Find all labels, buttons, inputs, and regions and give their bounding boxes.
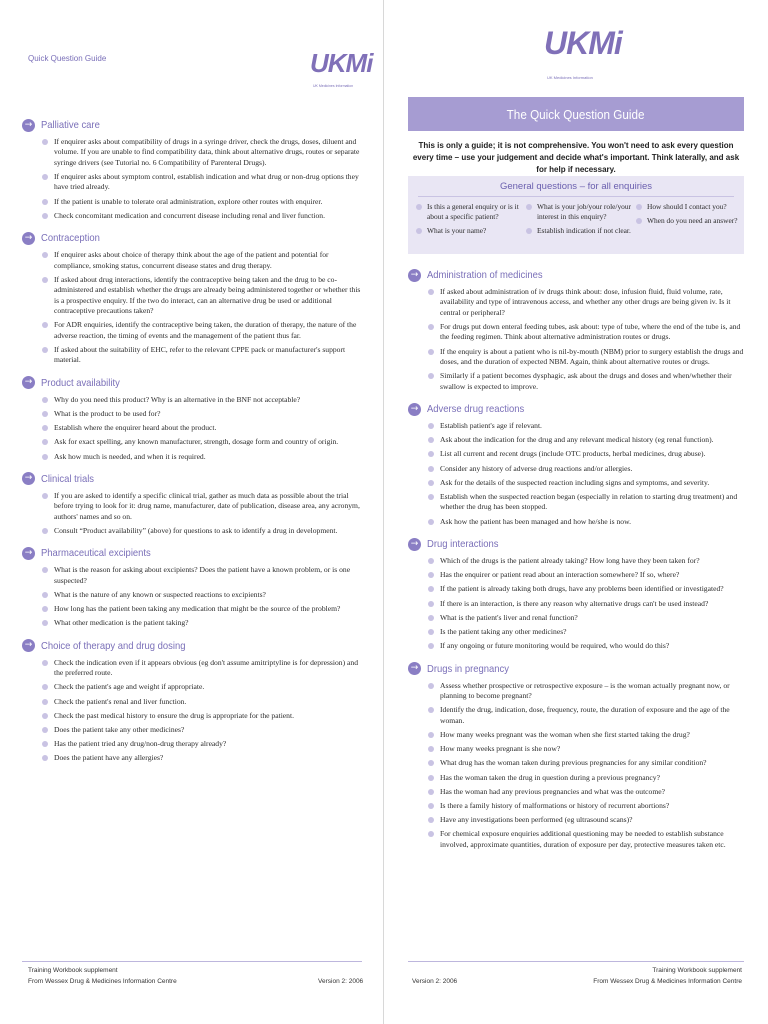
bullet-dot-icon <box>416 228 422 234</box>
list-item <box>42 658 362 679</box>
section-title: Adverse drug reactions <box>427 403 525 416</box>
section-heading <box>22 229 362 247</box>
footer-right <box>593 965 742 987</box>
list-item <box>428 613 744 623</box>
question-list <box>408 681 744 850</box>
section-choice-of-therapy-and-drug-dosing <box>22 637 362 764</box>
list-item <box>428 829 744 850</box>
general-col-2 <box>526 202 634 240</box>
bullet-dot-icon <box>42 567 48 573</box>
section-pharmaceutical-excipients <box>22 544 362 628</box>
bullet-dot-icon <box>42 439 48 445</box>
bullet-dot-icon <box>428 831 434 837</box>
list-item-text: Has the enquirer or patient read about an interaction somewhere? If so, where? <box>440 570 680 580</box>
title-banner <box>408 97 744 131</box>
bullet-dot-icon <box>416 204 422 210</box>
bullet-dot-icon <box>42 493 48 499</box>
bullet-dot-icon <box>428 629 434 635</box>
list-item <box>428 421 744 431</box>
footer-version: Version 2: 2006 <box>412 978 458 985</box>
section-heading <box>22 374 362 392</box>
footer-line2: From Wessex Drug & Medicines Information Centre <box>28 978 177 985</box>
arrow-circle-icon: → <box>22 547 35 560</box>
list-item <box>42 250 362 271</box>
list-item <box>428 599 744 609</box>
arrow-circle-icon: → <box>22 639 35 652</box>
section-title: Contraception <box>41 232 100 245</box>
section-palliative-care <box>22 116 362 221</box>
list-item <box>428 478 744 488</box>
question-list <box>22 491 362 536</box>
section-heading <box>22 116 362 134</box>
bullet-dot-icon <box>42 347 48 353</box>
bullet-dot-icon <box>428 324 434 330</box>
list-item-text: Check the patient's age and weight if appropriate. <box>54 682 205 692</box>
list-item-text: For drugs put down enteral feeding tubes, ask about: type of tube, where the end of the tube is, and the feeding regimen. Think about alternative administration routes or drugs. <box>440 322 741 342</box>
list-item-text: Does the patient have any allergies? <box>54 753 164 763</box>
list-item <box>42 682 362 692</box>
bullet-dot-icon <box>42 528 48 534</box>
general-col-3 <box>636 202 744 230</box>
list-item <box>42 711 362 721</box>
list-item-text: What is the reason for asking about excipients? Does the patient have a known problem, or is one suspected? <box>54 565 351 585</box>
bullet-dot-icon <box>42 277 48 283</box>
list-item-text: Consult “Product availability” (above) for questions to ask to identify a drug in development. <box>54 525 338 535</box>
bullet-dot-icon <box>42 397 48 403</box>
list-item-text: Establish patient's age if relevant. <box>440 421 542 431</box>
bullet-dot-icon <box>428 423 434 429</box>
list-item <box>42 452 362 462</box>
bullet-dot-icon <box>42 199 48 205</box>
general-questions-box <box>408 176 744 254</box>
bullet-dot-icon <box>42 592 48 598</box>
bullet-dot-icon <box>42 411 48 417</box>
list-item <box>42 753 362 763</box>
list-item <box>428 801 744 811</box>
list-item <box>428 347 744 368</box>
footer-rule <box>408 961 744 962</box>
question-list <box>22 658 362 764</box>
right-column <box>408 266 744 858</box>
list-item <box>428 570 744 580</box>
list-item-text: If the patient is already taking both drugs, have any problems been identified or investigated? <box>440 584 724 594</box>
bullet-dot-icon <box>42 139 48 145</box>
list-item-text: If the patient is unable to tolerate oral administration, explore other routes with enquirer. <box>54 196 323 206</box>
question-list <box>408 556 744 652</box>
list-item <box>428 681 744 702</box>
list-item <box>428 641 744 651</box>
bullet-dot-icon <box>42 606 48 612</box>
bullet-dot-icon <box>428 480 434 486</box>
list-item-text: Ask for exact spelling, any known manufacturer, strength, dosage form and country of origin. <box>54 437 339 447</box>
section-administration-of-medicines <box>408 266 744 392</box>
bullet-dot-icon <box>428 817 434 823</box>
list-item-text: Which of the drugs is the patient already taking? How long have they been taken for? <box>440 556 700 566</box>
list-item-text: Check the past medical history to ensure the drug is appropriate for the patient. <box>54 710 294 720</box>
list-item-text: Establish where the enquirer heard about the product. <box>54 423 217 433</box>
list-item-text: How long has the patient been taking any medication that might be the source of the problem? <box>54 604 341 614</box>
section-heading <box>22 544 362 562</box>
bullet-dot-icon <box>428 466 434 472</box>
header-label: Quick Question Guide <box>28 54 107 63</box>
general-item: What is your job/your role/your interest in this enquiry? <box>526 202 634 222</box>
list-item <box>42 172 362 193</box>
list-item <box>42 491 362 522</box>
bullet-dot-icon <box>428 451 434 457</box>
list-item-text: If asked about the suitability of EHC, refer to the relevant CPPE pack or manufacturer's support material. <box>54 344 346 365</box>
footer-line1: Training Workbook supplement <box>652 967 742 974</box>
bullet-dot-icon <box>428 643 434 649</box>
list-item-text: What is the patient's liver and renal function? <box>440 612 578 622</box>
list-item-text: If asked about drug interactions, identify the contraceptive being taken and the drug to be co-administered and establish whether the drugs are already being administered together or whether this is a prospective enquiry. If the two do interact, can an alternative drug be used or additional contraceptive precautions taken? <box>54 274 361 316</box>
general-item: How should I contact you? <box>636 202 744 212</box>
list-item <box>42 197 362 207</box>
footer-line1: Training Workbook supplement <box>28 967 118 974</box>
list-item <box>428 449 744 459</box>
list-item-text: Does the patient take any other medicines? <box>54 724 185 734</box>
section-heading <box>22 637 362 655</box>
list-item-text: Ask about the indication for the drug and any relevant medical history (eg renal function). <box>440 435 714 445</box>
question-list <box>22 250 362 365</box>
list-item <box>428 322 744 343</box>
bullet-dot-icon <box>526 204 532 210</box>
list-item-text: Check the patient's renal and liver function. <box>54 696 187 706</box>
footer-version: Version 2: 2006 <box>318 978 364 985</box>
bullet-dot-icon <box>428 615 434 621</box>
general-questions-rule <box>418 196 734 197</box>
list-item-text: Why do you need this product? Why is an alternative in the BNF not acceptable? <box>54 394 301 404</box>
list-item <box>428 744 744 754</box>
list-item <box>428 815 744 825</box>
bullet-dot-icon <box>428 572 434 578</box>
list-item <box>42 211 362 221</box>
list-item-text: Ask for the details of the suspected reaction including signs and symptoms, and severity. <box>440 477 710 487</box>
general-col-1 <box>416 202 524 240</box>
arrow-circle-icon: → <box>408 662 421 675</box>
right-page <box>384 0 768 1024</box>
list-item <box>42 437 362 447</box>
section-drugs-in-pregnancy <box>408 660 744 850</box>
section-title: Choice of therapy and drug dosing <box>41 639 186 652</box>
bullet-dot-icon <box>428 732 434 738</box>
left-column <box>22 116 362 772</box>
section-title: Drugs in pregnancy <box>427 662 509 675</box>
list-item-text: List all current and recent drugs (include OTC products, herbal medicines, drug abuse). <box>440 449 706 459</box>
bullet-dot-icon <box>428 519 434 525</box>
section-product-availability <box>22 374 362 462</box>
list-item-text: If asked about administration of iv drugs think about: dose, infusion fluid, fluid volume, rate, availability and type of intravenous access, and whether any other drugs are being given iv. Is it central or peripheral? <box>440 287 731 317</box>
question-list <box>408 287 744 392</box>
list-item-text: For ADR enquiries, identify the contraceptive being taken, the duration of therapy, the nature of the adverse reaction, the timing of events and the management of the patient thus far. <box>54 320 357 340</box>
list-item <box>42 526 362 536</box>
arrow-circle-icon: → <box>22 472 35 485</box>
section-title: Drug interactions <box>427 538 499 551</box>
bullet-dot-icon <box>42 741 48 747</box>
bullet-dot-icon <box>42 660 48 666</box>
section-heading <box>408 660 744 678</box>
list-item <box>428 730 744 740</box>
bullet-dot-icon <box>42 684 48 690</box>
list-item <box>428 371 744 392</box>
bullet-dot-icon <box>428 707 434 713</box>
bullet-dot-icon <box>42 454 48 460</box>
section-clinical-trials <box>22 470 362 536</box>
section-adverse-drug-reactions <box>408 400 744 527</box>
arrow-circle-icon: → <box>408 403 421 416</box>
list-item <box>428 517 744 527</box>
list-item <box>428 556 744 566</box>
list-item-text: If any ongoing or future monitoring would be required, who would do this? <box>440 641 670 651</box>
bullet-dot-icon <box>428 775 434 781</box>
list-item <box>428 492 744 513</box>
section-heading <box>408 535 744 553</box>
ukmi-logo-subtitle: UK Medicines Information <box>313 84 354 88</box>
list-item-text: What is the product to be used for? <box>54 408 161 418</box>
section-heading <box>408 400 744 418</box>
list-item <box>428 787 744 797</box>
bullet-dot-icon <box>428 494 434 500</box>
bullet-dot-icon <box>526 228 532 234</box>
footer-line2: From Wessex Drug & Medicines Information Centre <box>593 978 742 985</box>
general-item: Is this a general enquiry or is it about a specific patient? <box>416 202 524 222</box>
bullet-dot-icon <box>428 803 434 809</box>
ukmi-logo-subtitle: UK Medicines Information <box>547 75 593 80</box>
list-item <box>428 758 744 768</box>
bullet-dot-icon <box>42 699 48 705</box>
arrow-circle-icon: → <box>22 232 35 245</box>
arrow-circle-icon: → <box>408 538 421 551</box>
list-item-text: Is the patient taking any other medicines? <box>440 627 567 637</box>
list-item <box>42 725 362 735</box>
page-title: The Quick Question Guide <box>507 106 645 122</box>
list-item-text: Consider any history of adverse drug reactions and/or allergies. <box>440 463 633 473</box>
list-item-text: Has the woman taken the drug in question during a previous pregnancy? <box>440 772 660 782</box>
list-item <box>42 395 362 405</box>
bullet-dot-icon <box>428 349 434 355</box>
bullet-dot-icon <box>428 789 434 795</box>
list-item <box>42 590 362 600</box>
list-item-text: What is the nature of any known or suspected reactions to excipients? <box>54 589 266 599</box>
list-item-text: How many weeks pregnant was the woman when she first started taking the drug? <box>440 729 690 739</box>
bullet-dot-icon <box>42 322 48 328</box>
section-heading <box>22 470 362 488</box>
section-heading <box>408 266 744 284</box>
list-item-text: If there is an interaction, is there any reason why alternative drugs can't be used instead? <box>440 598 709 608</box>
ukmi-logo: UKMi <box>544 25 622 61</box>
bullet-dot-icon <box>428 586 434 592</box>
list-item <box>428 627 744 637</box>
bullet-dot-icon <box>428 601 434 607</box>
question-list <box>408 421 744 527</box>
list-item-text: What drug has the woman taken during previous pregnancies for any similar condition? <box>440 758 707 768</box>
general-item: When do you need an answer? <box>636 216 744 226</box>
list-item-text: Ask how the patient has been managed and how he/she is now. <box>440 516 631 526</box>
list-item <box>428 773 744 783</box>
list-item <box>428 287 744 318</box>
question-list <box>22 565 362 628</box>
section-title: Clinical trials <box>41 472 95 485</box>
list-item-text: Assess whether prospective or retrospective exposure – is the woman actually pregnant now, or planning to become pregnant? <box>440 680 730 701</box>
list-item <box>42 137 362 168</box>
section-title: Product availability <box>41 376 120 389</box>
section-drug-interactions <box>408 535 744 652</box>
footer-rule <box>22 961 362 962</box>
bullet-dot-icon <box>428 558 434 564</box>
bullet-dot-icon <box>42 713 48 719</box>
section-title: Palliative care <box>41 119 100 131</box>
arrow-circle-icon: → <box>22 376 35 389</box>
bullet-dot-icon <box>636 218 642 224</box>
general-questions-title: General questions – for all enquiries <box>499 181 653 192</box>
bullet-dot-icon <box>42 620 48 626</box>
list-item <box>42 320 362 341</box>
list-item <box>42 697 362 707</box>
bullet-dot-icon <box>428 683 434 689</box>
list-item-text: Similarly if a patient becomes dysphagic, ask about the drugs and doses and when/whether their swallow is expected to improve. <box>440 371 732 391</box>
list-item-text: Check concomitant medication and concurrent disease including renal and liver function. <box>54 210 325 220</box>
list-item <box>42 345 362 366</box>
list-item-text: Check the indication even if it appears obvious (eg don't assume amitriptyline is for depression) and the preferred route. <box>54 657 358 678</box>
arrow-circle-icon: → <box>408 269 421 282</box>
bullet-dot-icon <box>42 727 48 733</box>
list-item <box>42 565 362 586</box>
list-item-text: Ask how much is needed, and when it is required. <box>54 451 206 461</box>
list-item <box>42 618 362 628</box>
list-item-text: Is there a family history of malformations or history of recurrent abortions? <box>440 800 670 810</box>
bullet-dot-icon <box>42 252 48 258</box>
bullet-dot-icon <box>636 204 642 210</box>
bullet-dot-icon <box>428 760 434 766</box>
footer-left <box>28 965 177 987</box>
list-item <box>42 423 362 433</box>
bullet-dot-icon <box>42 425 48 431</box>
general-item: Establish indication if not clear. <box>526 226 634 236</box>
list-item-text: Have any investigations been performed (eg ultrasound scans)? <box>440 815 633 825</box>
list-item-text: If the enquiry is about a patient who is nil-by-mouth (NBM) prior to surgery establish the drugs and doses, and the duration of expected NBM. Again, think about alternative routes or drugs. <box>440 346 744 367</box>
list-item <box>42 739 362 749</box>
arrow-circle-icon: → <box>22 119 35 132</box>
question-list <box>22 137 362 221</box>
list-item <box>42 275 362 317</box>
list-item <box>428 705 744 726</box>
intro-text: This is only a guide; it is not comprehensive. You won't need to ask every question every time – use your judgement and decide what's important. Think laterally, and ask for help if necessary. <box>412 141 740 174</box>
list-item <box>42 604 362 614</box>
list-item-text: Has the patient tried any drug/non-drug therapy already? <box>54 739 227 749</box>
list-item <box>428 464 744 474</box>
list-item <box>428 435 744 445</box>
list-item-text: What other medication is the patient taking? <box>54 618 189 628</box>
list-item-text: If enquirer asks about symptom control, establish indication and what drug or non-drug options they have tried already. <box>54 172 359 192</box>
list-item <box>428 584 744 594</box>
general-item: What is your name? <box>416 226 524 236</box>
bullet-dot-icon <box>42 174 48 180</box>
bullet-dot-icon <box>428 437 434 443</box>
bullet-dot-icon <box>428 373 434 379</box>
list-item-text: Identify the drug, indication, dose, frequency, route, the duration of exposure and the age of the woman. <box>440 705 730 725</box>
bullet-dot-icon <box>428 289 434 295</box>
list-item-text: If enquirer asks about compatibility of drugs in a syringe driver, check the drugs, doses, diluent and volume. If you are unable to find compatibility data, think about alternative drugs, routes or separate syringe drivers (see Tutorial no. 6 Compatibility of Parenteral Drugs). <box>54 137 360 167</box>
bullet-dot-icon <box>42 213 48 219</box>
list-item-text: How many weeks pregnant is she now? <box>440 744 561 754</box>
list-item-text: For chemical exposure enquiries additional questioning may be needed to establish substance involved, approximate quantities, duration of exposure per day, protective measures taken etc. <box>440 829 726 849</box>
bullet-dot-icon <box>428 746 434 752</box>
list-item-text: Establish when the suspected reaction began (especially in relation to starting drug treatment) and whether the drug has been stopped. <box>440 492 738 512</box>
question-list <box>22 395 362 462</box>
list-item-text: If enquirer asks about choice of therapy think about the age of the patient and potential for compliance, smoking status, concurrent disease states and drug therapy. <box>54 250 329 270</box>
section-contraception <box>22 229 362 365</box>
list-item <box>42 409 362 419</box>
section-title: Pharmaceutical excipients <box>41 547 151 560</box>
list-item-text: If you are asked to identify a specific clinical trial, gather as much data as possible about the trial before trying to look for it: drug name, manufacturer, date of publication, disease area, any acronym, authors' names and so on. <box>54 490 360 521</box>
list-item-text: Has the woman had any previous pregnancies and what was the outcome? <box>440 786 665 796</box>
bullet-dot-icon <box>42 755 48 761</box>
section-title: Administration of medicines <box>427 269 543 281</box>
ukmi-logo: UKMi <box>310 48 373 78</box>
